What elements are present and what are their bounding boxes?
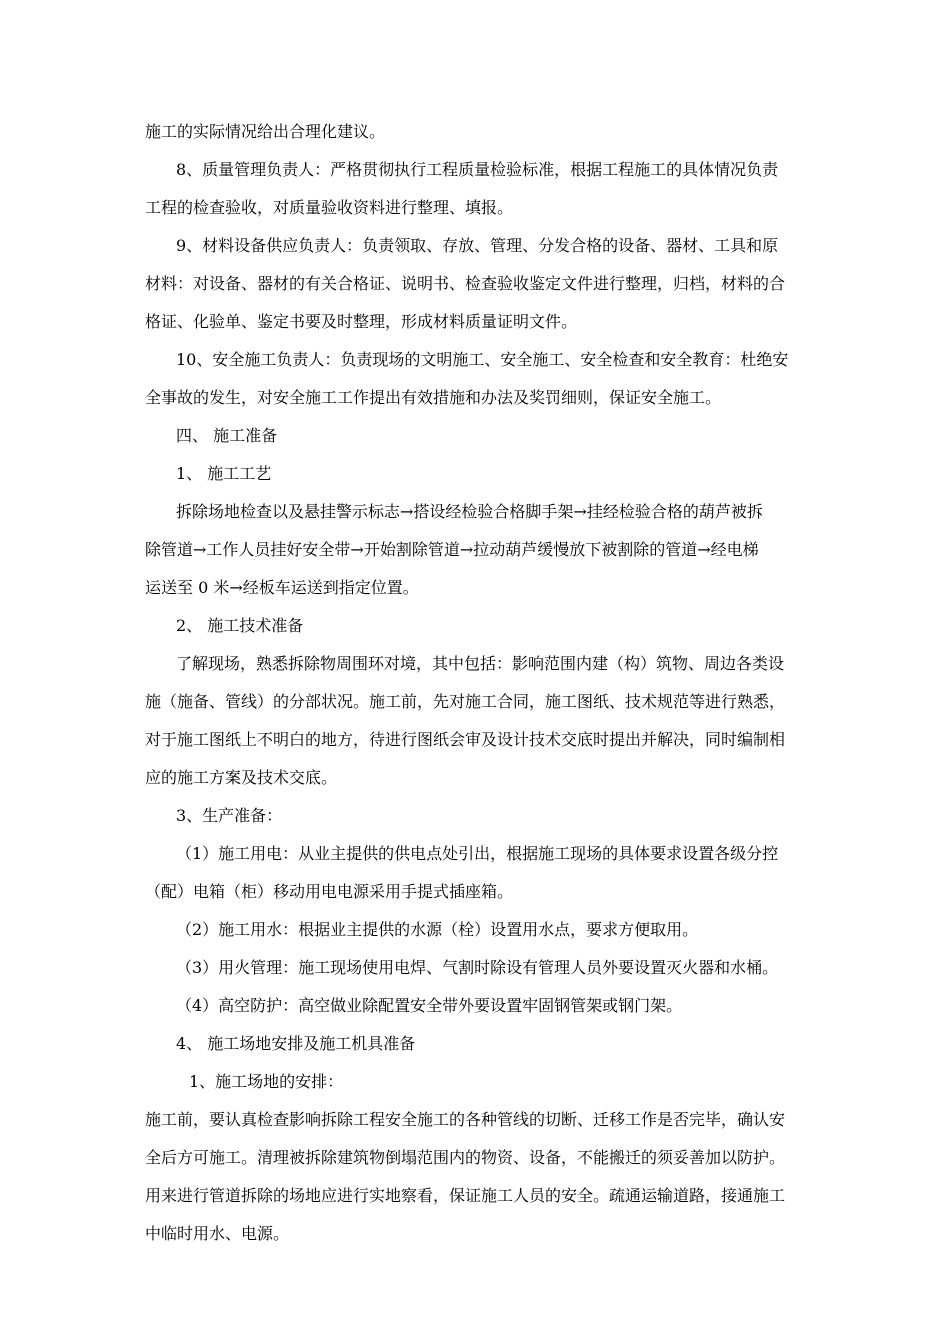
body-line: 全后方可施工。清理被拆除建筑物倒塌范围内的物资、设备，不能搬迁的须妥善加以防护。: [145, 1148, 786, 1167]
section-heading: 四、 施工准备: [176, 426, 278, 445]
subsection-heading: 1、施工场地的安排：: [189, 1072, 344, 1091]
body-line: 运送至 0 米→经板车运送到指定位置。: [145, 578, 419, 597]
body-line: （配）电箱（柜）移动用电电源采用手提式插座箱。: [145, 882, 514, 901]
body-line: 施（施备、管线）的分部状况。施工前，先对施工合同，施工图纸、技术规范等进行熟悉，: [145, 692, 786, 711]
body-line: 拆除场地检查以及悬挂警示标志→搭设经检验合格脚手架→挂经检验合格的葫芦被拆: [176, 502, 763, 521]
body-line: 应的施工方案及技术交底。: [145, 768, 338, 787]
body-line: 全事故的发生，对安全施工工作提出有效措施和办法及奖罚细则，保证安全施工。: [145, 388, 722, 407]
subsection-heading: 1、 施工工艺: [176, 464, 272, 483]
body-line: 材料：对设备、器材的有关合格证、说明书、检查验收鉴定文件进行整理，归档，材料的合: [145, 274, 786, 293]
body-line: 8、质量管理负责人：严格贯彻执行工程质量检验标准，根据工程施工的具体情况负责: [176, 160, 779, 179]
body-line: 了解现场，熟悉拆除物周围环对境，其中包括：影响范围内建（构）筑物、周边各类设: [176, 654, 785, 673]
subsection-heading: 4、 施工场地安排及施工机具准备: [176, 1034, 416, 1053]
body-line: 对于施工图纸上不明白的地方，待进行图纸会审及设计技术交底时提出并解决，同时编制相: [145, 730, 786, 749]
list-item: （4）高空防护：高空做业除配置安全带外要设置牢固钢管架或钢门架。: [176, 996, 683, 1015]
subsection-heading: 3、生产准备：: [176, 806, 283, 825]
body-line: 工程的检查验收，对质量验收资料进行整理、填报。: [145, 198, 514, 217]
list-item: （3）用火管理：施工现场使用电焊、气割时除设有管理人员外要设置灭火器和水桶。: [176, 958, 779, 977]
body-line: 用来进行管道拆除的场地应进行实地察看，保证施工人员的安全。疏通运输道路，接通施工: [145, 1186, 786, 1205]
list-item: （2）施工用水：根据业主提供的水源（栓）设置用水点，要求方便取用。: [176, 920, 699, 939]
body-line: 施工的实际情况给出合理化建议。: [145, 122, 386, 141]
body-line: 9、材料设备供应负责人：负责领取、存放、管理、分发合格的设备、器材、工具和原: [176, 236, 779, 255]
body-line: 格证、化验单、鉴定书要及时整理，形成材料质量证明文件。: [145, 312, 578, 331]
body-line: 施工前，要认真检查影响拆除工程安全施工的各种管线的切断、迁移工作是否完毕，确认安: [145, 1110, 786, 1129]
body-line: 10、安全施工负责人：负责现场的文明施工、安全施工、安全检查和安全教育：杜绝安: [176, 350, 789, 369]
body-line: 除管道→工作人员挂好安全带→开始割除管道→拉动葫芦缓慢放下被割除的管道→经电梯: [145, 540, 759, 559]
list-item: （1）施工用电：从业主提供的供电点处引出，根据施工现场的具体要求设置各级分控: [176, 844, 779, 863]
subsection-heading: 2、 施工技术准备: [176, 616, 304, 635]
body-line: 中临时用水、电源。: [145, 1224, 290, 1243]
